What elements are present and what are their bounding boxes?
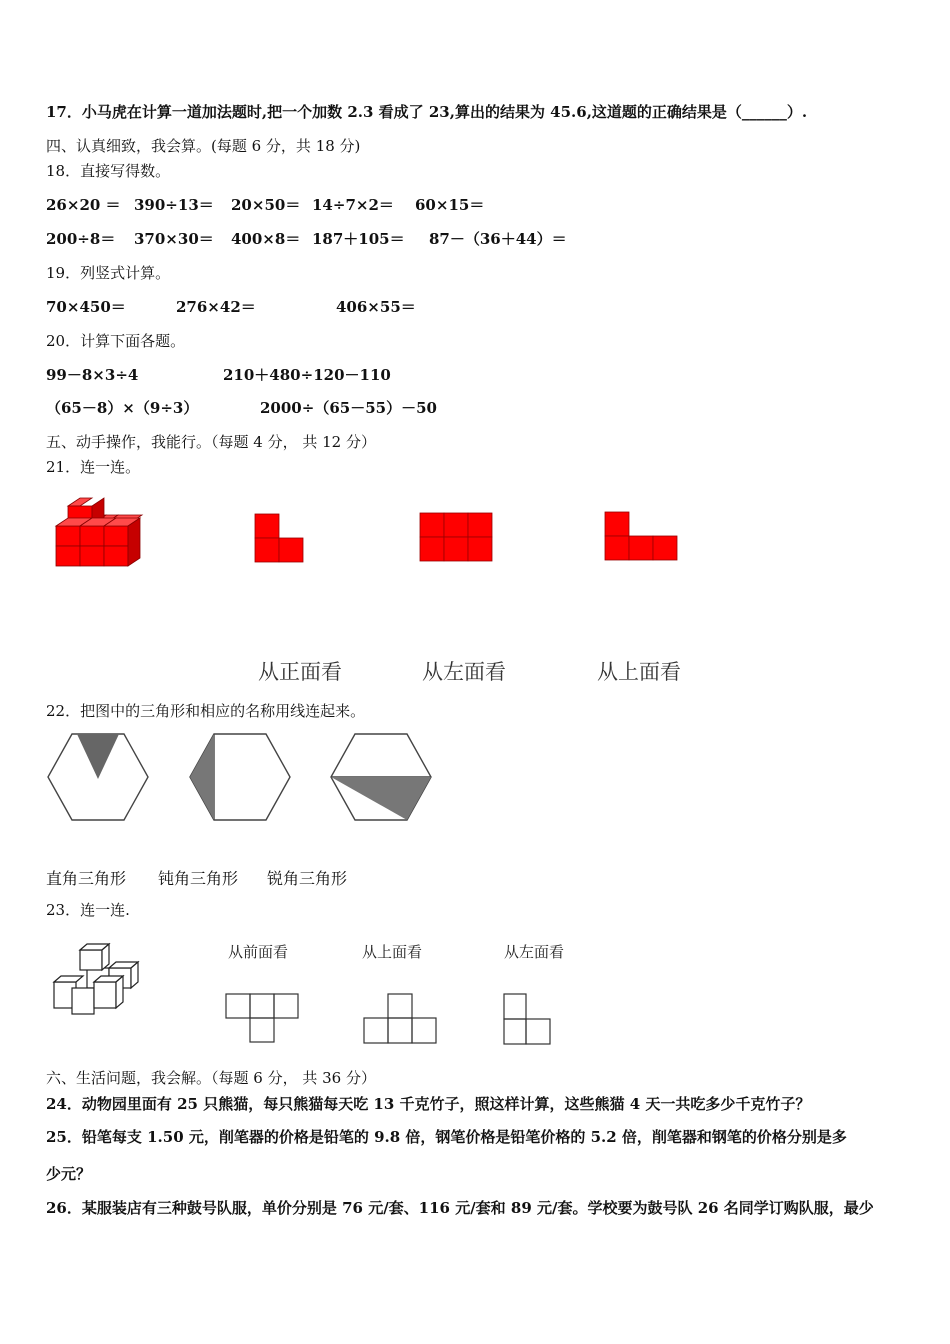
cube-stack-3d-figure [50, 498, 150, 573]
cube-stack-line-figure [50, 940, 150, 1020]
q20-item: 210＋480÷120－110 [223, 366, 391, 384]
triangle-name-obtuse: 钝角三角形 [158, 869, 239, 888]
view-shape-l [255, 514, 305, 564]
hexagon-figure-1 [47, 733, 149, 821]
q23-view-label-top: 从上面看 [362, 943, 423, 961]
q20-item: 2000÷（65－55）－50 [260, 399, 437, 417]
question-22-title: 22．把图中的三角形和相应的名称用线连起来。 [46, 702, 366, 720]
view-label-left: 从左面看 [422, 660, 506, 684]
q23-view-shape-t [225, 993, 305, 1043]
hexagon-figure-2 [189, 733, 291, 821]
q18-item: 400×8＝ [231, 230, 301, 248]
q19-item: 406×55＝ [336, 298, 416, 316]
question-25-line-2: 少元？ [46, 1165, 92, 1183]
q18-item: 370×30＝ [134, 230, 214, 248]
q18-item: 390÷13＝ [134, 196, 214, 214]
q18-item: 187＋105＝ [312, 230, 405, 248]
q19-item: 276×42＝ [176, 298, 256, 316]
question-20-title: 20．计算下面各题。 [46, 332, 186, 350]
q20-item: 99－8×3÷4 [46, 366, 139, 384]
q23-view-label-left: 从左面看 [504, 943, 565, 961]
view-label-top: 从上面看 [597, 660, 681, 684]
q18-item: 60×15＝ [415, 196, 485, 214]
q18-item: 87－（36＋44）＝ [429, 230, 567, 248]
section-4-heading: 四、认真细致，我会算。(每题 6 分，共 18 分) [46, 137, 361, 155]
question-21-title: 21．连一连。 [46, 458, 141, 476]
question-19-title: 19．列竖式计算。 [46, 264, 171, 282]
question-17: 17．小马虎在计算一道加法题时,把一个加数 2.3 看成了 23,算出的结果为 45.6,这道题的正确结果是（______）. [46, 103, 808, 121]
view-shape-2x3 [420, 513, 494, 563]
section-5-heading: 五、动手操作，我能行。（每题 4 分， 共 12 分） [46, 433, 376, 451]
section-6-heading: 六、生活问题，我会解。（每题 6 分， 共 36 分） [46, 1069, 376, 1087]
q18-item: 200÷8＝ [46, 230, 116, 248]
q23-view-label-front: 从前面看 [228, 943, 289, 961]
question-23-title: 23．连一连. [46, 901, 130, 919]
question-18-title: 18．直接写得数。 [46, 162, 171, 180]
view-shape-l-long [605, 512, 680, 562]
triangle-name-right: 直角三角形 [46, 869, 127, 888]
q18-item: 20×50＝ [231, 196, 301, 214]
q18-item: 26×20 ＝ [46, 196, 121, 214]
triangle-name-acute: 锐角三角形 [267, 869, 348, 888]
question-26: 26．某服装店有三种鼓号队服，单价分别是 76 元/套、116 元/套和 89 元/套。学校要为鼓号队 26 名同学订购队服，最少 [46, 1199, 874, 1217]
question-24: 24．动物园里面有 25 只熊猫，每只熊猫每天吃 13 千克竹子，照这样计算，这些熊猫 4 天一共吃多少千克竹子？ [46, 1095, 811, 1113]
question-25-line-1: 25．铅笔每支 1.50 元，削笔器的价格是铅笔的 9.8 倍，钢笔价格是铅笔价格的 5.2 倍，削笔器和钢笔的价格分别是多 [46, 1128, 847, 1146]
q20-item: （65－8）×（9÷3） [46, 399, 199, 417]
q18-item: 14÷7×2＝ [312, 196, 394, 214]
hexagon-figure-3 [330, 733, 432, 821]
q23-view-shape-inverted-t [363, 993, 443, 1045]
q23-view-shape-l [503, 993, 558, 1048]
q19-item: 70×450＝ [46, 298, 126, 316]
view-label-front: 从正面看 [258, 660, 342, 684]
